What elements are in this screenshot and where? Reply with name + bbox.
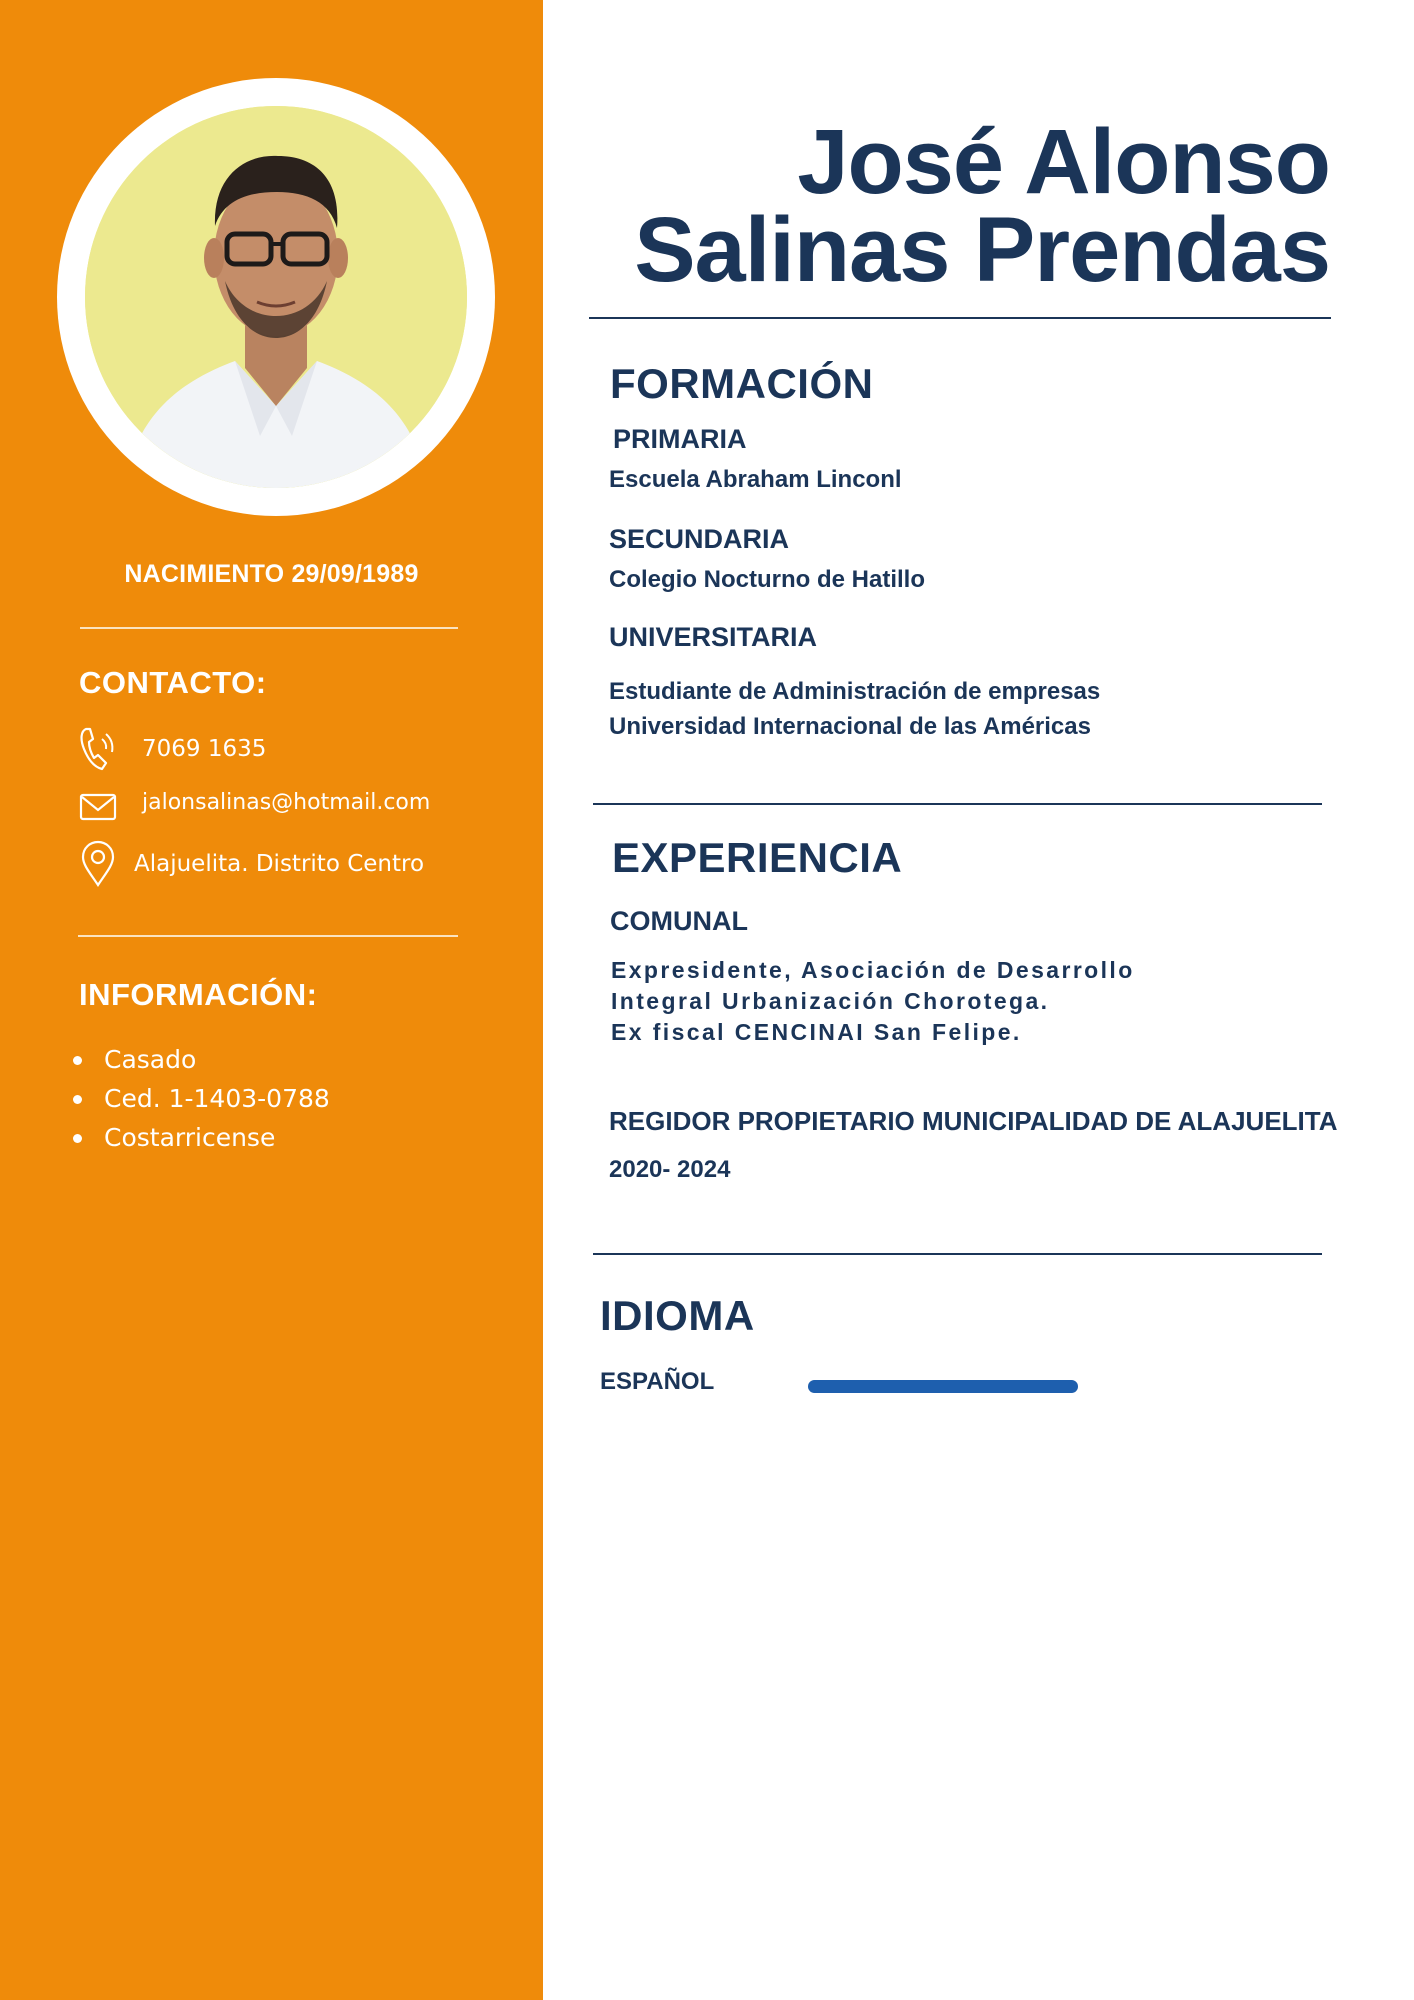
phone-icon	[78, 725, 118, 773]
phone-number[interactable]: 7069 1635	[142, 736, 267, 762]
role-years: 2020- 2024	[609, 1156, 731, 1183]
profile-photo	[85, 106, 467, 488]
info-heading: INFORMACIÓN:	[79, 977, 318, 1012]
primary-school: Escuela Abraham Linconl	[609, 466, 902, 493]
experience-heading: EXPERIENCIA	[612, 834, 903, 881]
sidebar-divider	[78, 935, 458, 937]
page-title	[634, 111, 1330, 301]
name-line-last: Salinas Prendas	[634, 199, 1330, 301]
role-title: REGIDOR PROPIETARIO MUNICIPALIDAD DE ALAJUELITA	[609, 1106, 1338, 1136]
section-divider	[593, 1253, 1322, 1255]
contact-address	[78, 840, 424, 888]
sidebar-divider	[80, 627, 458, 629]
secondary-school: Colegio Nocturno de Hatillo	[609, 566, 925, 593]
language-level-bar	[808, 1380, 1078, 1393]
language-level-fill	[808, 1380, 1078, 1393]
info-list	[70, 1040, 330, 1157]
birth-date: NACIMIENTO 29/09/1989	[124, 560, 419, 588]
community-line: Integral Urbanización Chorotega.	[611, 988, 1050, 1014]
university-line: Universidad Internacional de las Américas	[609, 713, 1091, 740]
secondary-label: SECUNDARIA	[609, 524, 790, 554]
section-divider	[593, 803, 1322, 805]
university-label: UNIVERSITARIA	[609, 622, 818, 652]
community-line: Ex fiscal CENCINAI San Felipe.	[611, 1019, 1022, 1045]
list-item: Ced. 1-1403-0788	[70, 1079, 330, 1118]
email-address[interactable]: jalonsalinas@hotmail.com	[142, 789, 431, 815]
list-item: Casado	[70, 1040, 330, 1079]
name-line-first: José Alonso	[797, 111, 1330, 213]
title-divider	[589, 317, 1331, 319]
mail-icon	[78, 783, 118, 831]
education-heading: FORMACIÓN	[610, 360, 874, 407]
contact-email	[78, 783, 430, 831]
list-item: Costarricense	[70, 1118, 330, 1157]
location-pin-icon	[78, 840, 118, 888]
sidebar	[0, 0, 543, 2000]
university-line: Estudiante de Administración de empresas	[609, 678, 1101, 705]
address-text: Alajuelita. Distrito Centro	[134, 851, 425, 877]
community-label: COMUNAL	[610, 906, 748, 936]
community-text	[611, 955, 1135, 1048]
language-heading: IDIOMA	[600, 1292, 755, 1339]
primary-label: PRIMARIA	[613, 424, 747, 454]
contact-heading: CONTACTO:	[79, 665, 267, 700]
profile-photo-frame	[57, 78, 495, 516]
community-line: Expresidente, Asociación de Desarrollo	[611, 957, 1135, 983]
contact-phone	[78, 725, 266, 773]
university-text	[609, 674, 1100, 744]
language-name: ESPAÑOL	[600, 1368, 715, 1395]
